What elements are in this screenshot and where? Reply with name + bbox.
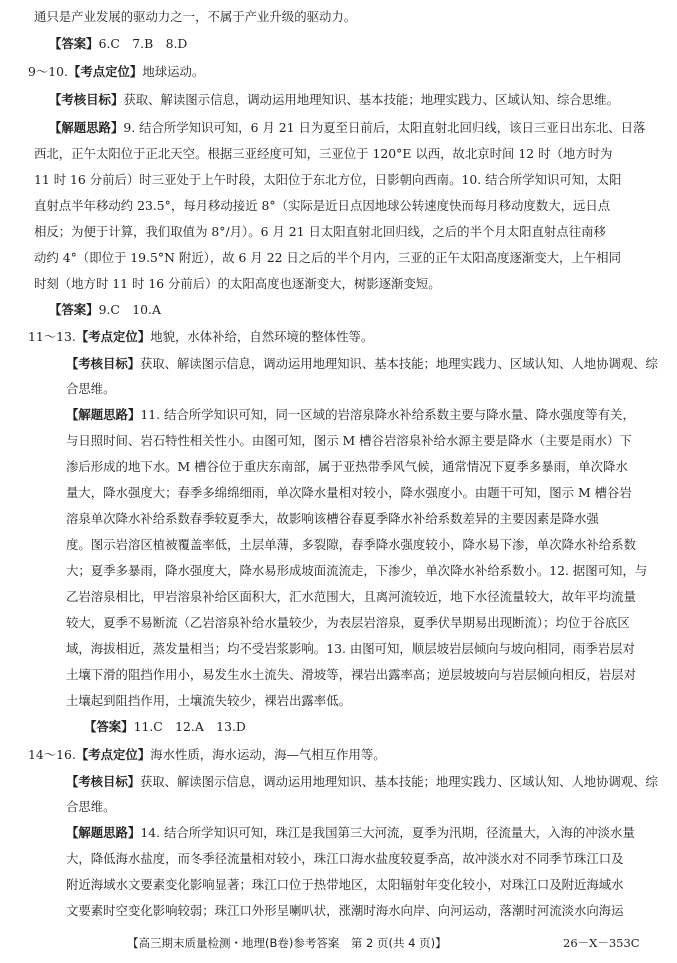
- text-line: 直射点半年移动约 23.5°，每月移动接近 8°（实际是近日点因地球公转速度快而每月移动度数大，远日点: [34, 198, 611, 213]
- text-line: 土壤下滑的阻挡作用小，易发生水土流失、滑坡等，裸岩出露率高；逆层坡坡向与岩层倾向相反，岩层对: [66, 667, 636, 682]
- text-line: 域，海拔相近，蒸发量相当；均不受岩浆影响。13. 由图可知，顺层坡岩层倾向与坡向相同，雨季岩层对: [66, 641, 635, 656]
- text-line: 时刻（地方时 11 时 16 分前后）的太阳高度也逐渐变大，树影逐渐变短。: [34, 276, 441, 291]
- text-line: 文要素时空变化影响较弱；珠江口外形呈喇叭状，涨潮时海水向岸、向河运动，落潮时河流淡水向海运: [66, 903, 624, 918]
- text-line: 附近海域水文要素变化影响显著；珠江口位于热带地区，太阳辐射年变化较小，对珠江口及附近海域水: [66, 877, 624, 892]
- reasoning-line: 【解题思路】11. 结合所学知识可知，同一区域的岩溶泉降水补给系数主要与降水量、降水强度等有关，: [66, 407, 635, 422]
- reasoning-line: 【解题思路】14. 结合所学知识可知，珠江是我国第三大河流，夏季为汛期，径流量大，入海的冲淡水量: [66, 825, 635, 840]
- text-line: 量大，降水强度大；春季多绵绵细雨，单次降水量相对较小，降水强度小。由题干可知，图示 M 槽谷岩: [66, 485, 632, 500]
- text-line: 较大，夏季不易断流（乙岩溶泉补给水量较少，为表层岩溶泉，夏季伏旱期易出现断流）；均位于谷底区: [66, 615, 630, 630]
- page-footer: [0, 935, 677, 951]
- text-line: 合思维。: [66, 799, 116, 814]
- text-line: 渗后形成的地下水。M 槽谷位于重庆东南部，属于亚热带季风气候，通常情况下夏季多暴雨，单次降水: [66, 459, 628, 474]
- text-line: 大；夏季多暴雨，降水强度大，降水易形成坡面流流走，下渗少，单次降水补给系数小。12. 据图可知，与: [66, 563, 648, 578]
- text-line: 相反；为便于计算，我们取值为 8°/月）。6 月 21 日太阳直射北回归线，之后的半个月太阳直射点往南移: [34, 224, 606, 239]
- text-line: 西北，正午太阳位于正北天空。根据三亚经度可知，三亚位于 120°E 以西，故北京时间 12 时（地方时为: [34, 146, 613, 161]
- goal-line: 【考核目标】获取、解读图示信息，调动运用地理知识、基本技能；地理实践力、区域认知、人地协调观、综: [66, 356, 658, 371]
- text-line: 度。图示岩溶区植被覆盖率低，土层单薄，多裂隙，春季降水强度较小，降水易下渗，单次降水补给系数: [66, 537, 636, 552]
- text-line: 合思维。: [66, 381, 116, 396]
- text-line: 11 时 16 分前后）时三亚处于上午时段，太阳位于东北方位，日影朝向西南。10. 结合所学知识可知，太阳: [34, 172, 622, 187]
- answer-line: 【答案】11.C 12.A 13.D: [84, 719, 246, 734]
- section-heading-9-10: 9～10.【考点定位】地球运动。: [28, 64, 205, 79]
- footer-title: 【高三期末质量检测・地理(B卷)参考答案 第 2 页(共 4 页)】: [127, 936, 447, 950]
- text-line: 土壤起到阻挡作用，土壤流失较少，裸岩出露率低。: [66, 693, 351, 708]
- text-line: 溶泉单次降水补给系数春季较夏季大，故影响该槽谷春夏季降水补给系数差异的主要因素是降水强: [66, 511, 599, 526]
- text-line: 大，降低海水盐度，而冬季径流量相对较小，珠江口海水盐度较夏季高，故冲淡水对不同季节珠江口及: [66, 851, 624, 866]
- goal-line: 【考核目标】获取、解读图示信息，调动运用地理知识、基本技能；地理实践力、区域认知、综合思维。: [49, 92, 619, 107]
- answer-line: 【答案】9.C 10.A: [49, 302, 161, 317]
- text-line: 通只是产业发展的驱动力之一，不属于产业升级的驱动力。: [34, 9, 357, 24]
- text-line: 乙岩溶泉相比，甲岩溶泉补给区面积大，汇水范围大，且离河流较近，地下水径流量较大，故年平均流量: [66, 589, 636, 604]
- section-heading-14-16: 14～16.【考点定位】海水性质，海水运动，海—气相互作用等。: [28, 747, 386, 762]
- goal-line: 【考核目标】获取、解读图示信息，调动运用地理知识、基本技能；地理实践力、区域认知、人地协调观、综: [66, 774, 658, 789]
- answer-line: 【答案】6.C 7.B 8.D: [49, 36, 188, 51]
- footer-code: 26－X－353C: [563, 936, 640, 950]
- reasoning-line: 【解题思路】9. 结合所学知识可知，6 月 21 日为夏至日前后，太阳直射北回归线，该日三亚日出东北、日落: [49, 120, 646, 135]
- text-line: 动约 4°（即位于 19.5°N 附近），故 6 月 22 日之后的半个月内，三亚的正午太阳高度逐渐变大，上午相同: [34, 250, 621, 265]
- section-heading-11-13: 11～13.【考点定位】地貌，水体补给，自然环境的整体性等。: [28, 329, 374, 344]
- text-line: 与日照时间、岩石特性相关性小。由图可知，图示 M 槽谷岩溶泉补给水源主要是降水（主要是雨水）下: [66, 433, 632, 448]
